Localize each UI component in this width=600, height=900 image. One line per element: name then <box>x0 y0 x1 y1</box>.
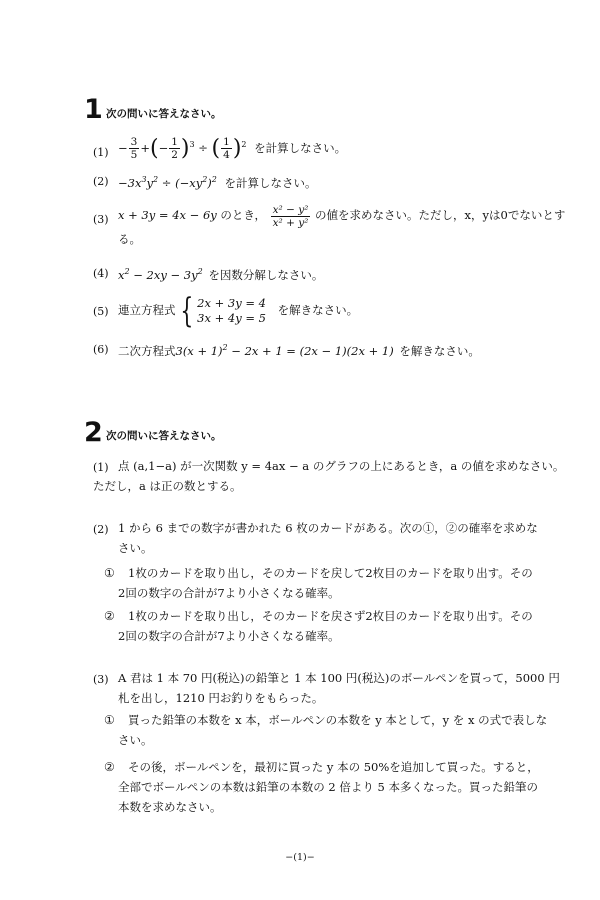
problem-1-5: 連立方程式 { 2x + 3y = 4 3x + 4y = 5 を解きなさい。 <box>118 291 359 331</box>
sub-mark-2-2-2: ② <box>104 609 115 623</box>
problem-1-6: 二次方程式$3(x + 1)^2 - 2x + 1 = (2x - 1)(2x + 1)$ を解きなさい。 <box>118 343 480 358</box>
problem-2-3-sub1-line1: 買った鉛筆の本数を x 本，ボールペンの本数を y 本として，y を x の式で表しな <box>128 713 548 727</box>
problem-2-3-sub2-line1: その後，ボールペンを，最初に買った y 本の 50%を追加して買った。すると， <box>128 760 539 774</box>
problem-2-3-sub2-line3: 本数を求めなさい。 <box>118 800 222 814</box>
sub-mark-2-3-2: ② <box>104 760 115 774</box>
problem-2-2-line1: 1 から 6 までの数字が書かれた 6 枚のカードがある。次の①，②の確率を求めな <box>118 521 538 535</box>
equation-system: 2x + 3y = 4 3x + 4y = 5 <box>197 296 266 325</box>
problem-2-3-sub1-line2: さい。 <box>118 733 153 747</box>
problem-2-1-line1: 点 (a,1−a) が一次関数 y = 4ax − a のグラフの上にあるとき，a の値を求めなさい。 <box>118 459 565 473</box>
problem-2-2-sub2-line1: 1枚のカードを取り出し，そのカードを戻さず2枚目のカードを取り出す。その <box>128 609 533 623</box>
fraction-x2y2: $\frac{\text{x² − y²}}{\text{x² + y²}}$ <box>272 203 309 229</box>
problem-2-1-number: (1) <box>93 461 109 474</box>
problem-1-2: $-3x^3y^2 \div (-xy^2)^2$ を計算しなさい。 <box>118 175 317 190</box>
problem-1-2-number: (2) <box>93 175 109 188</box>
problem-2-3-line1: A 君は 1 本 70 円(税込)の鉛筆と 1 本 100 円(税込)のボールペンを買って，5000 円 <box>118 671 560 685</box>
fraction-1-4: $\frac{1}{4}$ <box>223 136 230 162</box>
problem-1-1-number: (1) <box>93 146 109 159</box>
section-2-heading: 次の問いに答えなさい。 <box>106 430 222 442</box>
problem-2-2-sub1-line2: 2回の数字の合計が7より小さくなる確率。 <box>118 586 340 600</box>
problem-2-3-line2: 札を出し，1210 円お釣りをもらった。 <box>118 691 324 705</box>
section-1-heading: 次の問いに答えなさい。 <box>106 108 222 120</box>
problem-1-1: − $\frac{3}{5}$ +(− $\frac{1}{2}$ )$^3$ ÷ ( $\frac{1}{4}$ )$^2$ を計算しなさい。 <box>118 135 347 162</box>
problem-1-4-number: (4) <box>93 267 109 280</box>
sub-mark-2-2-1: ① <box>104 566 115 580</box>
sub-mark-2-3-1: ① <box>104 713 115 727</box>
problem-2-2-line2: さい。 <box>118 541 153 555</box>
fraction-3-5: $\frac{3}{5}$ <box>130 136 138 162</box>
problem-1-5-number: (5) <box>93 305 109 318</box>
problem-2-2-sub2-line2: 2回の数字の合計が7より小さくなる確率。 <box>118 629 340 643</box>
problem-2-3-sub2-line2: 全部でボールペンの本数は鉛筆の本数の 2 倍より 5 本多くなった。買った鉛筆の <box>118 780 539 794</box>
problem-2-2-number: (2) <box>93 523 109 536</box>
problem-1-4: $x^2 - 2xy - 3y^2$ を因数分解しなさい。 <box>118 267 324 282</box>
problem-2-2-sub1-line1: 1枚のカードを取り出し，そのカードを戻して2枚目のカードを取り出す。その <box>128 566 533 580</box>
problem-1-3-number: (3) <box>93 213 109 226</box>
problem-1-3-cont: る。 <box>118 232 141 246</box>
problem-2-3-number: (3) <box>93 673 109 686</box>
problem-2-1-line2: ただし，a は正の数とする。 <box>93 479 242 493</box>
problem-1-3: x + 3y = 4x − 6y のとき， $\frac{\text{x² − y²}}{\text{x² + y²}}$ の値を求めなさい。ただし，x，yは0でないとす <box>118 203 566 229</box>
section-2-number: 2 <box>84 417 103 448</box>
problem-1-6-number: (6) <box>93 343 109 356</box>
page-number: −(1)− <box>285 852 315 863</box>
fraction-1-2: $\frac{1}{2}$ <box>171 136 178 162</box>
section-1-number: 1 <box>84 94 103 125</box>
